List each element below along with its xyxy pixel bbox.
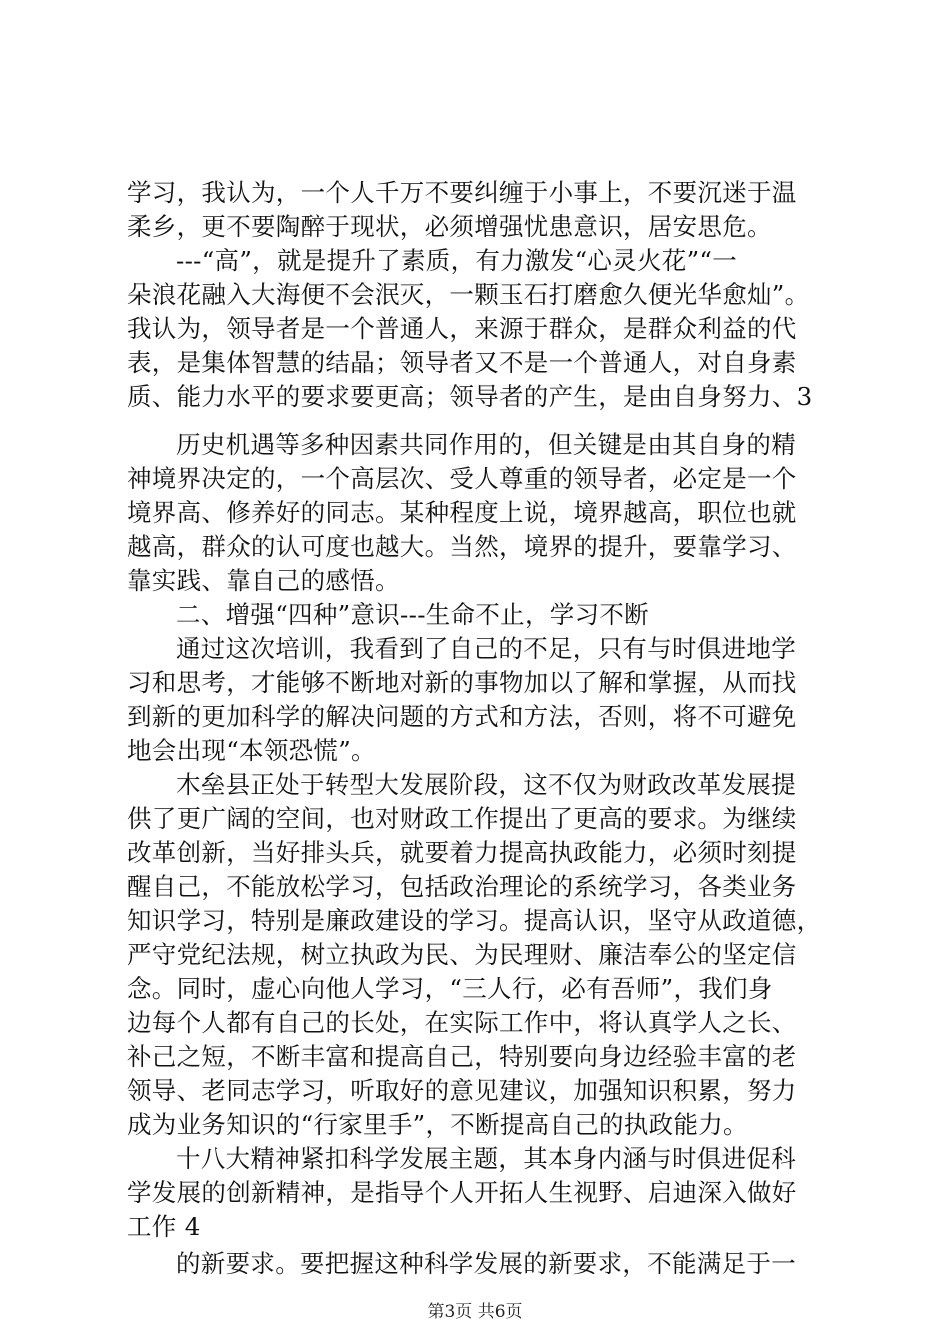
text-line: 越高，群众的认可度也越大。当然，境界的提升，要靠学习、 [127, 532, 797, 561]
text-line: 境界高、修养好的同志。某种程度上说，境界越高，职位也就 [127, 498, 797, 527]
text-line: 学发展的创新精神，是指导个人开拓人生视野、启迪深入做好 [127, 1178, 797, 1207]
text-line: 神境界决定的，一个高层次、受人尊重的领导者，必定是一个 [127, 464, 797, 493]
text-line: 念。同时，虚心向他人学习，“三人行，必有吾师”，我们身 [127, 974, 773, 1003]
page-footer: 第3页 共6页 [427, 1302, 523, 1322]
text-line: 柔乡，更不要陶醉于现状，必须增强忧患意识，居安思危。 [127, 212, 772, 241]
text-line: 成为业务知识的“行家里手”，不断提高自己的执政能力。 [127, 1110, 748, 1139]
text-line: 通过这次培训，我看到了自己的不足，只有与时俱进地学 [176, 634, 796, 663]
text-line: 的新要求。要把握这种科学发展的新要求，不能满足于一 [176, 1249, 796, 1278]
text-line: 十八大精神紧扣科学发展主题，其本身内涵与时俱进促科 [176, 1144, 796, 1173]
text-line: 醒自己，不能放松学习，包括政治理论的系统学习，各类业务 [127, 872, 797, 901]
text-line: 边每个人都有自己的长处，在实际工作中，将认真学人之长、 [127, 1008, 797, 1037]
text-line: 习和思考，才能够不断地对新的事物加以了解和掌握，从而找 [127, 668, 797, 697]
text-line: 质、能力水平的要求要更高；领导者的产生，是由自身努力、3 [127, 382, 813, 411]
text-line: 补己之短，不断丰富和提高自己，特别要向身边经验丰富的老 [127, 1042, 797, 1071]
text-line: 改革创新，当好排头兵，就要着力提高执政能力，必须时刻提 [127, 838, 797, 867]
text-line: ---“高”，就是提升了素质，有力激发“心灵火花”“一 [176, 246, 738, 275]
text-line: 供了更广阔的空间，也对财政工作提出了更高的要求。为继续 [127, 804, 797, 833]
text-line: 学习，我认为，一个人千万不要纠缠于小事上，不要沉迷于温 [127, 178, 797, 207]
text-line: 严守党纪法规，树立执政为民、为民理财、廉洁奉公的坚定信 [127, 940, 797, 969]
text-line: 领导、老同志学习，听取好的意见建议，加强知识积累，努力 [127, 1076, 797, 1105]
text-line: 靠实践、靠自己的感悟。 [127, 566, 400, 595]
text-line: 表，是集体智慧的结晶；领导者又不是一个普通人，对自身素 [127, 348, 797, 377]
text-line: 知识学习，特别是廉政建设的学习。提高认识，坚守从政道德， [127, 906, 822, 935]
text-line: 我认为，领导者是一个普通人，来源于群众，是群众利益的代 [127, 314, 797, 343]
text-line: 历史机遇等多种因素共同作用的，但关键是由其自身的精 [176, 430, 796, 459]
text-line: 地会出现“本领恐慌”。 [127, 736, 376, 765]
text-line: 朵浪花融入大海便不会泯灭，一颗玉石打磨愈久便光华愈灿”。 [127, 280, 810, 309]
text-line: 到新的更加科学的解决问题的方式和方法，否则，将不可避免 [127, 702, 797, 731]
text-line: 工作 4 [127, 1212, 201, 1241]
section-heading: 二、增强“四种”意识---生命不止，学习不断 [176, 600, 649, 629]
text-line: 木垒县正处于转型大发展阶段，这不仅为财政改革发展提 [176, 770, 796, 799]
